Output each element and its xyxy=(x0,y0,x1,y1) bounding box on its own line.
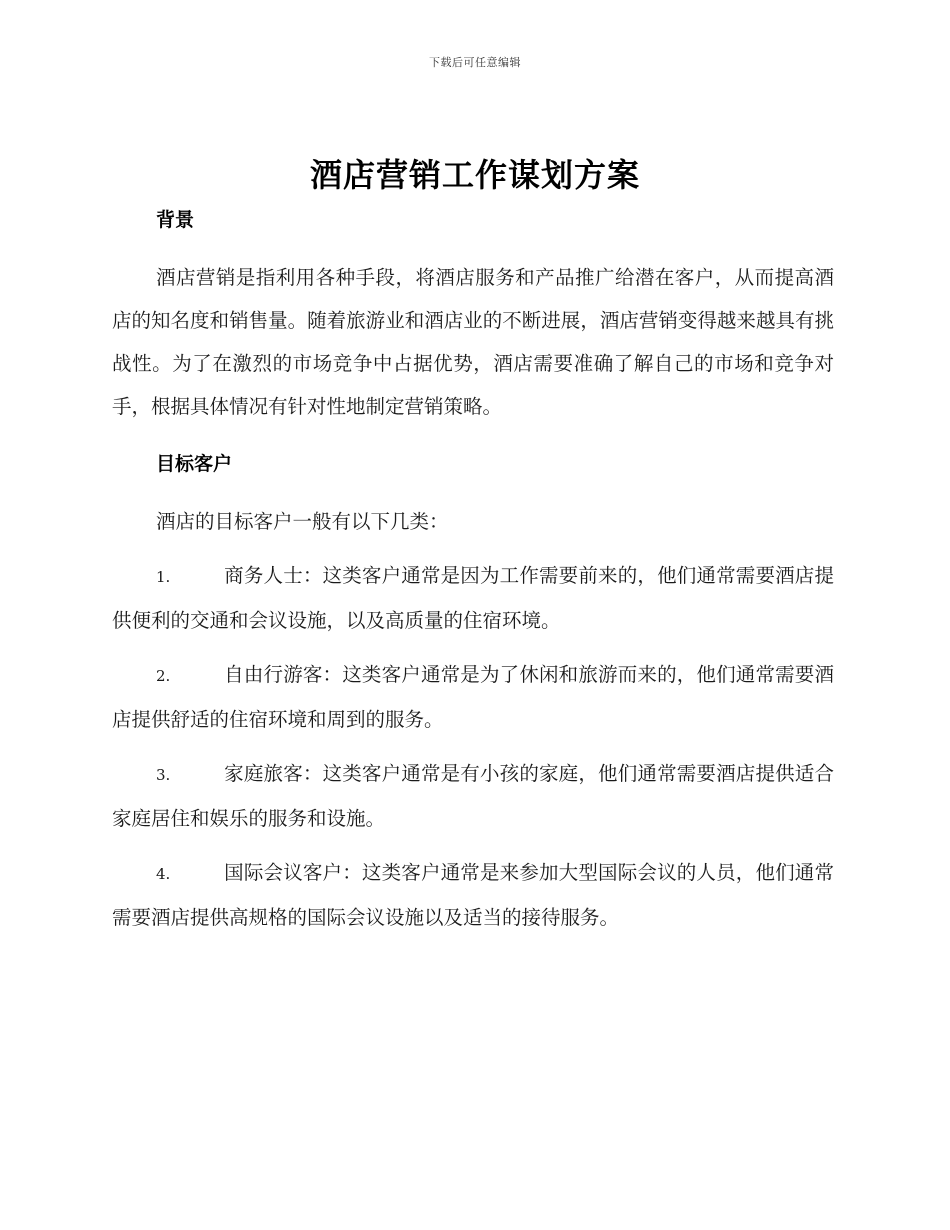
background-paragraph: 酒店营销是指利用各种手段，将酒店服务和产品推广给潜在客户，从而提高酒店的知名度和销售量。随着旅游业和酒店业的不断进展，酒店营销变得越来越具有挑战性。为了在激烈的市场竞争中占据优势，酒店需要准确了解自己的市场和竞争对手，根据具体情况有针对性地制定营销策略。 xyxy=(112,266,834,418)
section-heading-background: 背景 xyxy=(156,209,195,231)
page-header-note: 下载后可任意编辑 xyxy=(429,56,521,69)
list-item-number: 3. xyxy=(156,766,171,784)
document-body xyxy=(112,204,834,950)
list-item-text: 自由行游客：这类客户通常是为了休闲和旅游而来的，他们通常需要酒店提供舒适的住宿环境和周到的服务。 xyxy=(112,663,834,731)
list-item xyxy=(112,851,834,939)
list-item-number: 4. xyxy=(156,865,171,883)
list-item-text: 家庭旅客：这类客户通常是有小孩的家庭，他们通常需要酒店提供适合家庭居住和娱乐的服务和设施。 xyxy=(112,762,834,830)
list-item-number: 1. xyxy=(156,568,171,586)
document-title: 酒店营销工作谋划方案 xyxy=(309,156,640,194)
list-item-number: 2. xyxy=(156,667,171,685)
section-heading-target-customers: 目标客户 xyxy=(156,453,233,475)
list-item-text: 国际会议客户：这类客户通常是来参加大型国际会议的人员，他们通常需要酒店提供高规格的国际会议设施以及适当的接待服务。 xyxy=(112,861,834,929)
list-item xyxy=(112,653,834,741)
target-customers-intro: 酒店的目标客户一般有以下几类： xyxy=(156,510,449,533)
list-item xyxy=(112,554,834,642)
list-item xyxy=(112,752,834,840)
list-item-text: 商务人士：这类客户通常是因为工作需要前来的，他们通常需要酒店提供便利的交通和会议设施，以及高质量的住宿环境。 xyxy=(112,564,834,632)
